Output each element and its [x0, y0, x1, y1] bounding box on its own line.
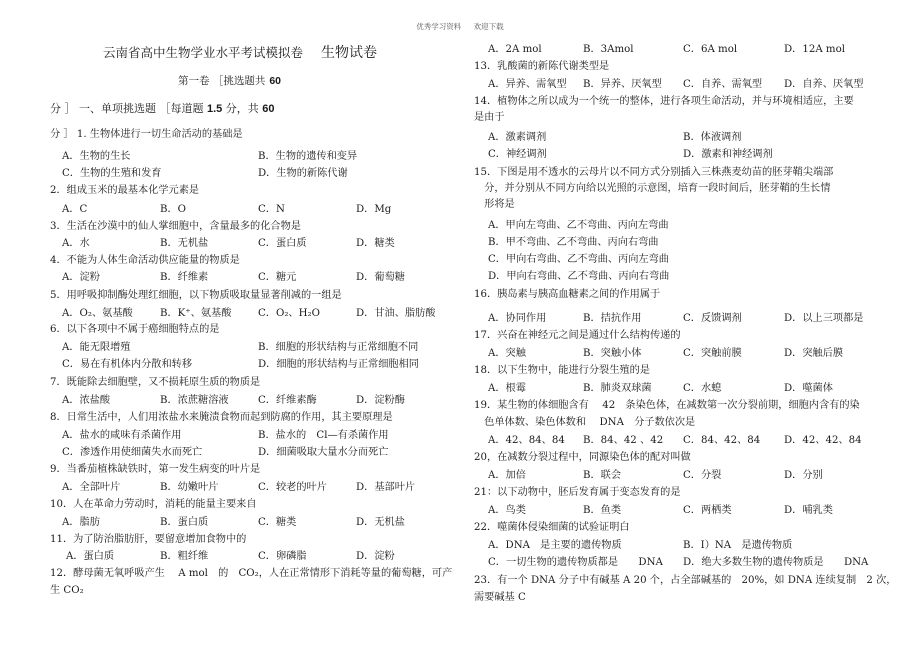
answer-option: D．突触后膜: [784, 348, 844, 359]
answer-option: B．I）NA 是遗传物质: [683, 540, 793, 551]
answer-option: D．生物的新陈代谢: [258, 168, 348, 179]
answer-option: C．反馈调剂: [683, 313, 742, 324]
answer-option: A．O₂、氨基酸: [62, 308, 133, 319]
answer-option: A．鸟类: [488, 505, 526, 516]
question-text: 12．酵母菌无氧呼吸产生 A mol 的 CO₂，人在正常情形下消耗等量的葡萄糖，可产: [50, 568, 453, 579]
answer-option: D．12A mol: [784, 44, 845, 55]
answer-option: D．哺乳类: [784, 505, 833, 516]
part-intro: [50, 102, 275, 116]
answer-option: A．能无限增殖: [62, 342, 131, 353]
answer-option: D．以上三项都是: [784, 313, 864, 324]
answer-option: D．分别: [784, 470, 823, 481]
answer-option: C．O₂、H₂O: [258, 308, 320, 319]
answer-option: D．无机盐: [356, 517, 405, 528]
question-text: 16．胰岛素与胰高血糖素之间的作用属于: [474, 289, 661, 300]
answer-option: B．甲不弯曲、乙不弯曲、丙向右弯曲: [488, 237, 659, 248]
answer-option: D．Mg: [356, 204, 392, 215]
question-text: 3．生活在沙漠中的仙人掌细胞中，含量最多的化合物是: [50, 221, 301, 232]
answer-option: C．甲向右弯曲、乙不弯曲、丙向左弯曲: [488, 254, 669, 265]
answer-option: C．渗透作用使细菌失水而死亡: [62, 447, 203, 458]
answer-option: C．蛋白质: [258, 238, 307, 249]
answer-option: B．纤维素: [160, 272, 209, 283]
answer-option: B．蛋白质: [160, 517, 209, 528]
answer-option: B．幼嫩叶片: [160, 482, 219, 493]
answer-option: C．突触前膜: [683, 348, 742, 359]
answer-option: D．42、42、84: [784, 435, 862, 446]
answer-option: A．水: [62, 238, 90, 249]
section-score: 60: [269, 75, 282, 87]
answer-option: B．3Amol: [583, 44, 634, 55]
part-prefix: 分 ］ 一、单项挑选题 ［每道题: [50, 102, 204, 115]
answer-option: D．葡萄糖: [356, 272, 405, 283]
answer-option: C．糖类: [258, 517, 297, 528]
answer-option: C．84、42、84: [683, 435, 761, 446]
answer-option: A．根霉: [488, 383, 526, 394]
question-text: 7．既能除去细胞壁，又不损耗原生质的物质是: [50, 377, 261, 388]
answer-option: B．联会: [583, 470, 622, 481]
answer-option: A．甲向左弯曲、乙不弯曲、丙向左弯曲: [488, 220, 669, 231]
question-text: 生 CO₂: [50, 585, 84, 596]
question-text: 5．用呼吸抑制酶处理红细胞，以下物质吸取量显著削减的一组是: [50, 290, 342, 301]
answer-option: B．细胞的形状结构与正常细胞不同: [258, 342, 419, 353]
part-total: 60: [262, 103, 275, 115]
question-text: 需要碱基 C: [474, 592, 526, 603]
answer-option: B．84、42 、42: [583, 435, 664, 446]
question-text: 8．日常生活中，人们用浓盐水来腌渍食物而起到防腐的作用，其主要原理是: [50, 412, 393, 423]
answer-option: D．甲向右弯曲、乙不弯曲、丙向右弯曲: [488, 271, 670, 282]
answer-option: A．蛋白质: [66, 551, 115, 562]
question-text: 22．噬菌体侵染细菌的试验证明白: [474, 522, 630, 533]
question-text: 21：以下动物中，胚后发育属于变态发育的是: [474, 487, 681, 498]
answer-option: C．较老的叶片: [258, 482, 327, 493]
question-text: 9．当番茄植株缺铁时，第一发生病变的叶片是: [50, 464, 261, 475]
answer-option: B．盐水的 Cl—有杀菌作用: [258, 430, 389, 441]
answer-option: A．异养、需氧型: [488, 79, 567, 90]
answer-option: A．盐水的咸味有杀菌作用: [62, 430, 182, 441]
answer-option: D．噬菌体: [784, 383, 833, 394]
answer-option: A．加倍: [488, 470, 526, 481]
answer-option: B．突触小体: [583, 348, 642, 359]
answer-option: A．2A mol: [488, 44, 542, 55]
question-text: 14．植物体之所以成为一个统一的整体，进行各项生命活动，并与环境相适应，主要: [474, 96, 854, 107]
answer-option: C．神经调剂: [488, 149, 547, 160]
question-text: 色单体数、染色体数和 DNA 分子数依次是: [474, 417, 696, 428]
answer-option: B．无机盐: [160, 238, 209, 249]
answer-option: D．激素和神经调剂: [683, 149, 773, 160]
question-text: 15．下图是用不透水的云母片以不同方式分别插入三株燕麦幼苗的胚芽鞘尖端部: [474, 167, 834, 178]
question-text: 13．乳酸菌的新陈代谢类型是: [474, 61, 610, 72]
answer-option: C．生物的生殖和发育: [62, 168, 162, 179]
question-text: 形将是: [474, 199, 515, 210]
answer-option: C．6A mol: [683, 44, 738, 55]
answer-option: C．一切生物的遗传物质都是 DNA: [488, 557, 663, 568]
question-text: 6．以下各项中不属于癌细胞特点的是: [50, 324, 220, 335]
answer-option: D．绝大多数生物的遗传物质是 DNA: [683, 557, 869, 568]
question-text: 11．为了防治脂肪肝，要留意增加食物中的: [50, 534, 247, 545]
question-text: 10．人在革命力劳动时，消耗的能量主要来自: [50, 499, 257, 510]
answer-option: D．基部叶片: [356, 482, 416, 493]
answer-option: D．淀粉酶: [356, 395, 405, 406]
answer-option: A．协同作用: [488, 313, 547, 324]
answer-option: B．鱼类: [583, 505, 622, 516]
answer-option: B．异养、厌氧型: [583, 79, 662, 90]
answer-option: D．甘油、脂肪酸: [356, 308, 436, 319]
answer-option: A．42、84、84: [488, 435, 565, 446]
answer-option: A．浓盐酸: [62, 395, 111, 406]
answer-option: B．体液调剂: [683, 132, 742, 143]
question-text: 20，在减数分裂过程中，同源染色体的配对叫做: [474, 452, 691, 463]
answer-option: D．细胞的形状结构与正常细胞相同: [258, 359, 419, 370]
question-text: 18．以下生物中，能进行分裂生殖的是: [474, 365, 650, 376]
answer-option: C．水螅: [683, 383, 722, 394]
part-each-score: 1.5: [207, 103, 223, 115]
question-text: 分，并分别从不同方向给以光照的示意图，培育一段时间后，胚芽鞘的生长情: [474, 183, 831, 194]
answer-option: C．糖元: [258, 272, 297, 283]
answer-option: C．分裂: [683, 470, 722, 481]
part-mid: 分，共: [225, 102, 259, 115]
answer-option: B．拮抗作用: [583, 313, 642, 324]
page-header-note: 优秀学习资料 欢迎下载: [416, 22, 504, 31]
answer-option: C．N: [258, 204, 285, 215]
answer-option: C．自养、需氧型: [683, 79, 763, 90]
exam-title-main: 云南省高中生物学业水平考试模拟卷: [103, 45, 304, 60]
answer-option: B．O: [160, 204, 187, 215]
answer-option: A．脂肪: [62, 517, 100, 528]
question-text: 17．兴奋在神经元之间是通过什么结构传递的: [474, 330, 681, 341]
answer-option: A．淀粉: [62, 272, 100, 283]
answer-option: D．细菌吸取大量水分而死亡: [258, 447, 389, 458]
question-text: 2．组成玉米的最基本化学元素是: [50, 185, 200, 196]
answer-option: D．淀粉: [356, 551, 395, 562]
question-text: 4．不能为人体生命活动供应能量的物质是: [50, 255, 240, 266]
answer-option: C．纤维素酶: [258, 395, 317, 406]
answer-option: A．DNA 是主要的遗传物质: [488, 540, 622, 551]
answer-option: C．卵磷脂: [258, 551, 307, 562]
answer-option: B．生物的遗传和变异: [258, 151, 358, 162]
answer-option: A．突触: [488, 348, 526, 359]
answer-option: B．肺炎双球菌: [583, 383, 652, 394]
answer-option: A．生物的生长: [62, 151, 131, 162]
question-text: 23．有一个 DNA 分子中有碱基 A 20 个，占全部碱基的 20%，如 DNA 连续复制 2 次，: [474, 575, 897, 586]
answer-option: B．浓蔗糖溶液: [160, 395, 229, 406]
answer-option: A．C: [62, 204, 88, 215]
exam-title: [103, 46, 377, 60]
question-text: 19．某生物的体细胞含有 42 条染色体，在减数第一次分裂前期，细胞内含有的染: [474, 400, 860, 411]
answer-option: A．全部叶片: [62, 482, 121, 493]
answer-option: D．自养、厌氧型: [784, 79, 864, 90]
exam-subject: 生物试卷: [321, 45, 378, 61]
section-heading: [178, 75, 281, 88]
answer-option: C．易在有机体内分散和转移: [62, 359, 193, 370]
answer-option: C．两栖类: [683, 505, 732, 516]
question-text: 分 ］ 1. 生物体进行一切生命活动的基础是: [50, 129, 243, 140]
answer-option: B．粗纤维: [160, 551, 209, 562]
answer-option: A．激素调剂: [488, 132, 547, 143]
answer-option: D．糖类: [356, 238, 395, 249]
section-label: 第一卷 ［挑选题共: [178, 75, 266, 87]
question-text: 是由于: [474, 112, 505, 123]
answer-option: B．K⁺、氨基酸: [160, 308, 232, 319]
